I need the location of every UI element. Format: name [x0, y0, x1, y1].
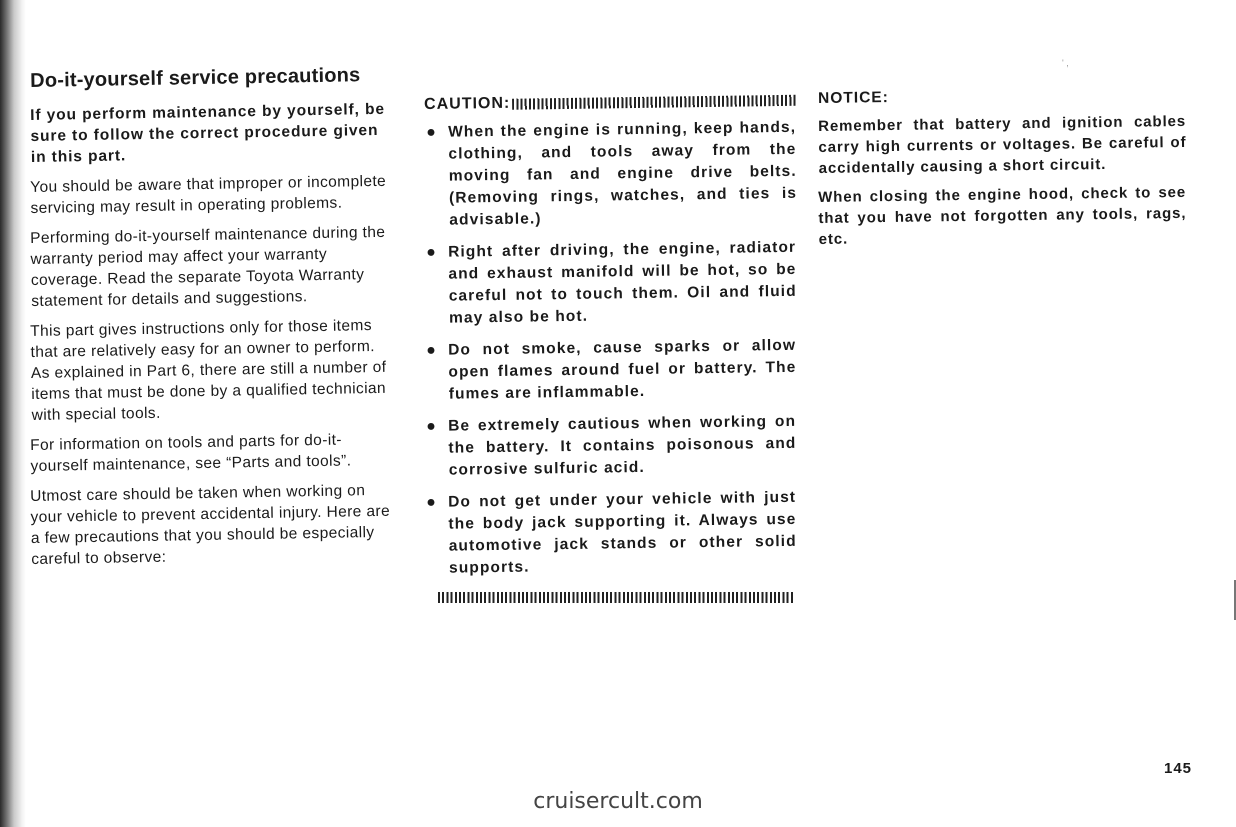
bullet-icon: ●	[426, 493, 438, 511]
caution-list	[424, 118, 798, 580]
section-title: Do-it-yourself service precautions	[30, 64, 361, 92]
caution-item-text: Be extremely cautious when working on the battery. It contains poisonous and corrosive sulfuric acid.	[448, 412, 797, 479]
page-number: 145	[1164, 760, 1193, 777]
caution-box	[424, 96, 796, 603]
bullet-icon: ●	[426, 243, 438, 261]
caution-item-text: When the engine is running, keep hands, clothing, and tools away from the moving fan and engine drive belts. (Removing rings, watches, and ties is advisable.)	[448, 118, 798, 229]
caution-item-text: Right after driving, the engine, radiator and exhaust manifold will be hot, so be careful not to touch them. Oil and fluid may also be hot.	[448, 238, 797, 327]
caution-item	[424, 487, 797, 580]
caution-item	[424, 335, 797, 406]
notice-column	[818, 90, 1186, 258]
watermark: cruisercult.com	[533, 789, 703, 814]
bullet-icon: ●	[426, 341, 438, 359]
caution-item-text: Do not get under your vehicle with just the body jack supporting it. Always use automotive jack stands or other solid supports.	[448, 488, 797, 577]
caution-bottom-rule	[438, 592, 794, 603]
caution-top-rule	[512, 94, 796, 109]
bullet-icon: ●	[426, 123, 438, 141]
scan-specks: ' ,	[1062, 58, 1069, 68]
caution-item-text: Do not smoke, cause sparks or allow open flames around fuel or battery. The fumes are inflammable.	[448, 336, 797, 403]
caution-item	[424, 411, 797, 482]
body-paragraph: Utmost care should be taken when working on your vehicle to prevent accidental injury. Here are a few precautions that you should be especially careful to observe:	[30, 482, 391, 568]
body-paragraph: For information on tools and parts for do-it-yourself maintenance, see “Parts and tools”.	[30, 431, 352, 475]
caution-item	[424, 237, 797, 330]
caution-item	[424, 117, 797, 232]
notice-paragraph: Remember that battery and ignition cables carry high currents or voltages. Be careful of accidentally causing a short circuit.	[818, 112, 1187, 177]
notice-paragraph: When closing the engine hood, check to see that you have not forgotten any tools, rags, etc.	[818, 183, 1187, 248]
caution-heading: CAUTION:	[424, 94, 511, 113]
body-paragraph: This part gives instructions only for those items that are relatively easy for an owner to perform. As explained in Part 6, there are still a number of items that must be done by a qualified technician with special tools.	[30, 317, 387, 424]
body-paragraph: Performing do-it-yourself maintenance during the warranty period may affect your warranty coverage. Read the separate Toyota Warranty statement for details and suggestions.	[30, 223, 386, 310]
notice-heading: NOTICE:	[818, 89, 889, 107]
book-spine-shadow	[0, 0, 26, 827]
left-column	[30, 64, 396, 579]
bullet-icon: ●	[426, 417, 438, 435]
lead-paragraph: If you perform maintenance by yourself, be sure to follow the correct procedure given in this part.	[30, 100, 386, 166]
caution-header	[424, 91, 796, 114]
body-paragraph: You should be aware that improper or incomplete servicing may result in operating problems.	[30, 172, 387, 217]
